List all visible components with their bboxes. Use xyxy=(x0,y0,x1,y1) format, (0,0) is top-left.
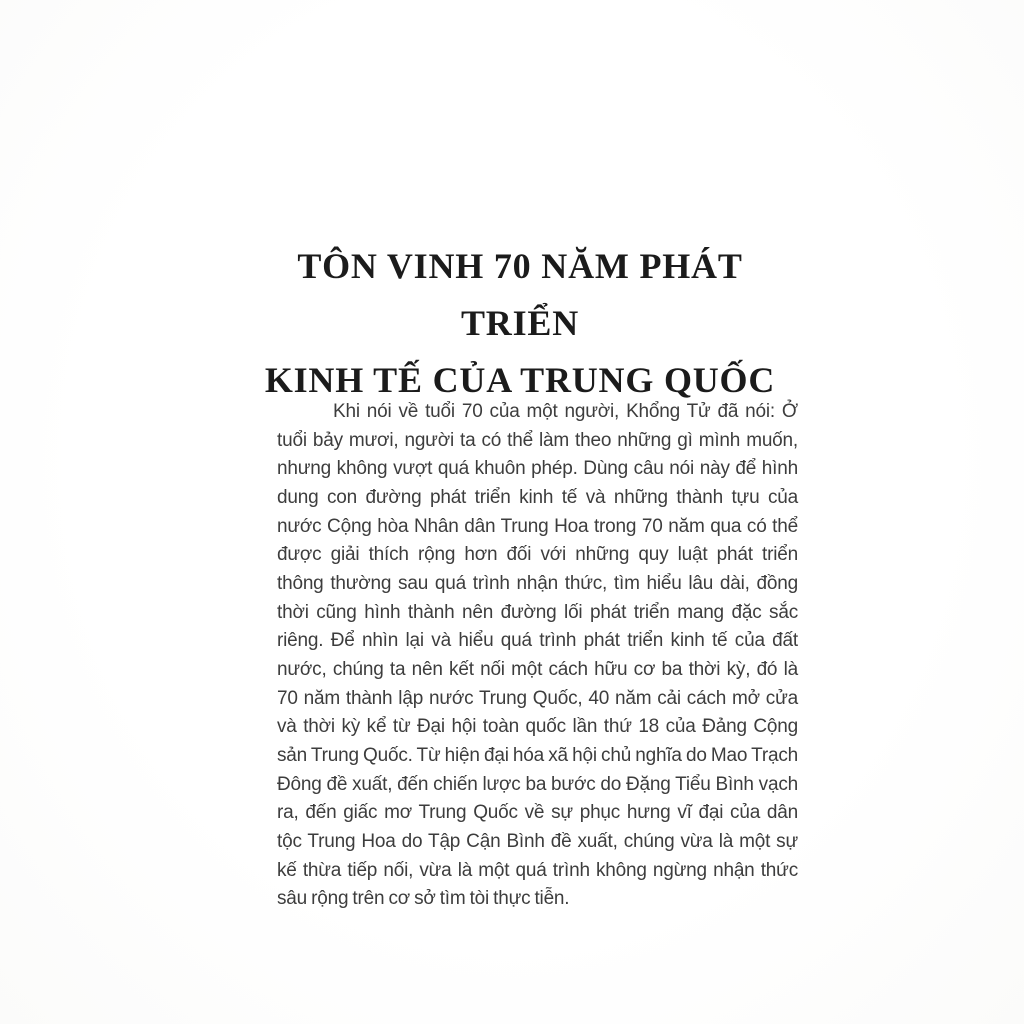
body-line: được giải thích rộng hơn đối với những quy luật phát triển xyxy=(277,544,798,566)
body-line: riêng. Để nhìn lại và hiểu quá trình phát triển kinh tế của đất xyxy=(277,630,798,652)
body-line: nước, chúng ta nên kết nối một cách hữu cơ ba thời kỳ, đó là xyxy=(277,658,798,680)
body-paragraph xyxy=(277,398,798,914)
body-line: tộc Trung Hoa do Tập Cận Bình đề xuất, chúng vừa là một sự xyxy=(277,830,798,852)
chapter-title xyxy=(250,238,790,409)
body-line: thông thường sau quá trình nhận thức, tìm hiểu lâu dài, đồng xyxy=(277,572,798,594)
body-line: sản Trung Quốc. Từ hiện đại hóa xã hội chủ nghĩa do Mao Trạch xyxy=(277,744,798,766)
body-line: Khi nói về tuổi 70 của một người, Khổng Tử đã nói: Ở xyxy=(333,401,798,422)
body-line: và thời kỳ kể từ Đại hội toàn quốc lần thứ 18 của Đảng Cộng xyxy=(277,716,798,738)
body-line: 70 năm thành lập nước Trung Quốc, 40 năm cải cách mở cửa xyxy=(277,687,798,709)
body-line: nhưng không vượt quá khuôn phép. Dùng câu nói này để hình xyxy=(277,458,798,480)
body-line: ra, đến giấc mơ Trung Quốc về sự phục hưng vĩ đại của dân xyxy=(277,802,798,824)
body-line: kế thừa tiếp nối, vừa là một quá trình không ngừng nhận thức xyxy=(277,859,798,881)
body-line: tuổi bảy mươi, người ta có thể làm theo những gì mình muốn, xyxy=(277,429,798,451)
body-line: thời cũng hình thành nên đường lối phát triển mang đặc sắc xyxy=(277,601,798,623)
body-line: sâu rộng trên cơ sở tìm tòi thực tiễn. xyxy=(277,888,570,910)
body-line: nước Cộng hòa Nhân dân Trung Hoa trong 70 năm qua có thể xyxy=(277,515,798,537)
body-line: dung con đường phát triển kinh tế và những thành tựu của xyxy=(277,486,798,508)
chapter-title-line-2: KINH TẾ CỦA TRUNG QUỐC xyxy=(264,360,776,400)
body-line: Đông đề xuất, đến chiến lược ba bước do Đặng Tiểu Bình vạch xyxy=(277,773,798,795)
chapter-title-line-1: TÔN VINH 70 NĂM PHÁT TRIỂN xyxy=(297,246,743,343)
